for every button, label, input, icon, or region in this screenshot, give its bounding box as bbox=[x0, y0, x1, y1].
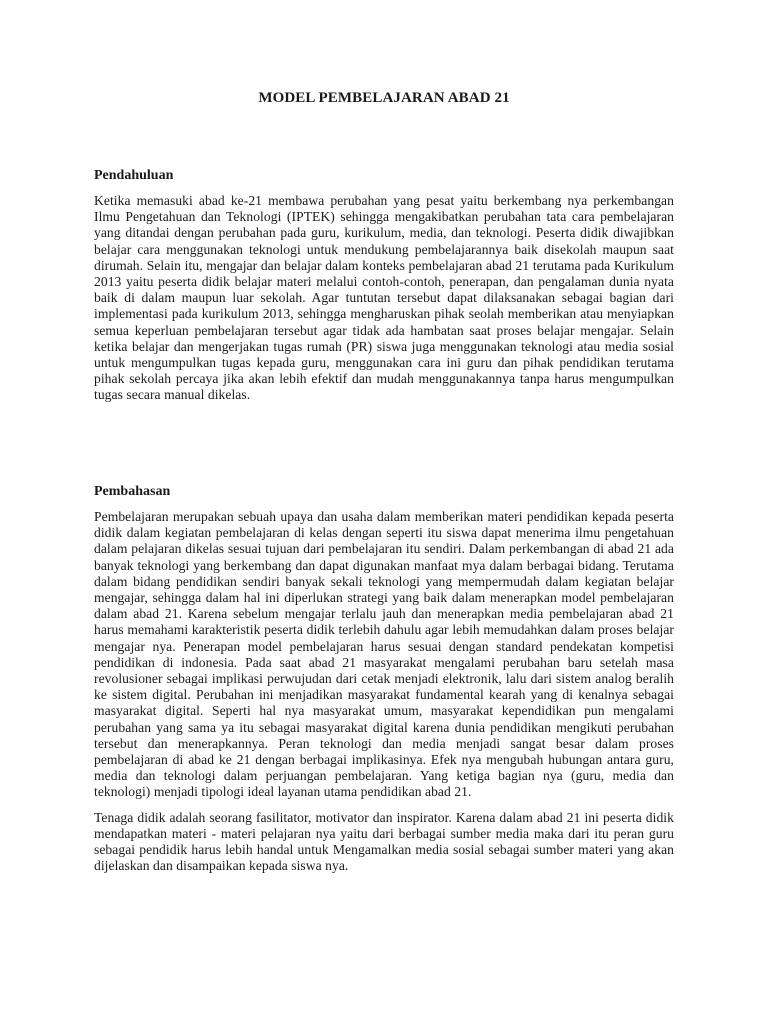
section-pendahuluan bbox=[94, 167, 674, 412]
document-title: MODEL PEMBELAJARAN ABAD 21 bbox=[258, 90, 510, 106]
paragraph: Ketika memasuki abad ke-21 membawa perubahan yang pesat yaitu berkembang nya perkembangan Ilmu Pengetahuan dan Teknologi (IPTEK) sehingga mengakibatkan perubahan tata cara pembelajaran yang ditandai dengan perubahan pada guru, kurikulum, media, dan teknologi. Peserta didik diwajibkan belajar cara menggunakan teknologi untuk mendukung pembelajarannya baik disekolah maupun saat dirumah. Selain itu, mengajar dan belajar dalam konteks pembelajaran abad 21 terutama pada Kurikulum 2013 yaitu peserta didik belajar materi melalui contoh-contoh, penerapan, dan pengalaman dunia nyata baik di dalam maupun luar sekolah. Agar tuntutan tersebut dapat dilaksanakan sebagai bagian dari implementasi pada kurikulum 2013, sehingga mengharuskan pihak seolah memberikan atau menyiapkan semua keperluan pembelajaran tersebut agar tidak ada hambatan saat proses belajar mengajar. Selain ketika belajar dan mengerjakan tugas rumah (PR) siswa juga menggunakan teknologi atau media sosial untuk mengumpulkan tugas kepada guru, menggunakan cara ini guru dan pihak pendidikan terutama pihak sekolah percaya jika akan lebih efektif dan mudah menggunakannya tanpa harus mengumpulkan tugas secara manual dikelas. bbox=[94, 193, 674, 403]
section-heading: Pendahuluan bbox=[94, 168, 174, 183]
paragraph: Pembelajaran merupakan sebuah upaya dan usaha dalam memberikan materi pendidikan kepada peserta didik dalam kegiatan pembelajaran di kelas dengan seperti itu siswa dapat menerima ilmu pengetahuan dalam pelajaran dikelas sesuai tujuan dari pembelajaran itu sendiri. Dalam perkembangan di abad 21 ada banyak teknologi yang berkembang dan dapat digunakan manfaat mya dalam berbagai bidang. Terutama dalam bidang pendidikan sendiri banyak sekali teknologi yang mempermudah dalam kegiatan belajar mengajar, sehingga dalam hal ini diperlukan strategi yang baik dalam menerapkan model pembelajaran dalam abad 21. Karena sebelum mengajar terlalu jauh dan menerapkan media pembelajaran abad 21 harus memahami karakteristik peserta didik terlebih dahulu agar lebih memudahkan dalam proses belajar mengajar nya. Penerapan model pembelajaran harus sesuai dengan standard pendekatan kompetisi pendidikan di indonesia. Pada saat abad 21 masyarakat mengalami perubahan baru setelah masa revolusioner sebagai implikasi perwujudan dari cetak menjadi elektronik, lalu dari sistem analog beralih ke sistem digital. Perubahan ini menjadikan masyarakat fundamental kearah yang di kenalnya sebagai masyarakat digital. Seperti hal nya masyarakat umum, masyarakat kependidikan pun mengalami perubahan yang sama ya itu sebagai masyarakat digital karena dunia pendidikan mengikuti perubahan tersebut dan menerapkannya. Peran teknologi dan media menjadi sangat besar dalam proses pembelajaran di abad ke 21 dengan berbagai implikasinya. Efek nya mengubah hubungan antara guru, media dan teknologi dalam perjuangan pembelajaran. Yang ketiga bagian nya (guru, media dan teknologi) menjadi tipologi ideal layanan utama pendidikan abad 21. bbox=[94, 509, 674, 800]
section-pembahasan bbox=[94, 483, 674, 882]
section-heading: Pembahasan bbox=[94, 484, 171, 499]
paragraph: Tenaga didik adalah seorang fasilitator, motivator dan inspirator. Karena dalam abad 21 ini peserta didik mendapatkan materi - materi pelajaran nya yaitu dari berbagai sumber media maka dari itu peran guru sebagai pendidik harus lebih handal untuk Mengamalkan media sosial sebagai sumber materi yang akan dijelaskan dan disampaikan kepada siswa nya. bbox=[94, 809, 674, 874]
